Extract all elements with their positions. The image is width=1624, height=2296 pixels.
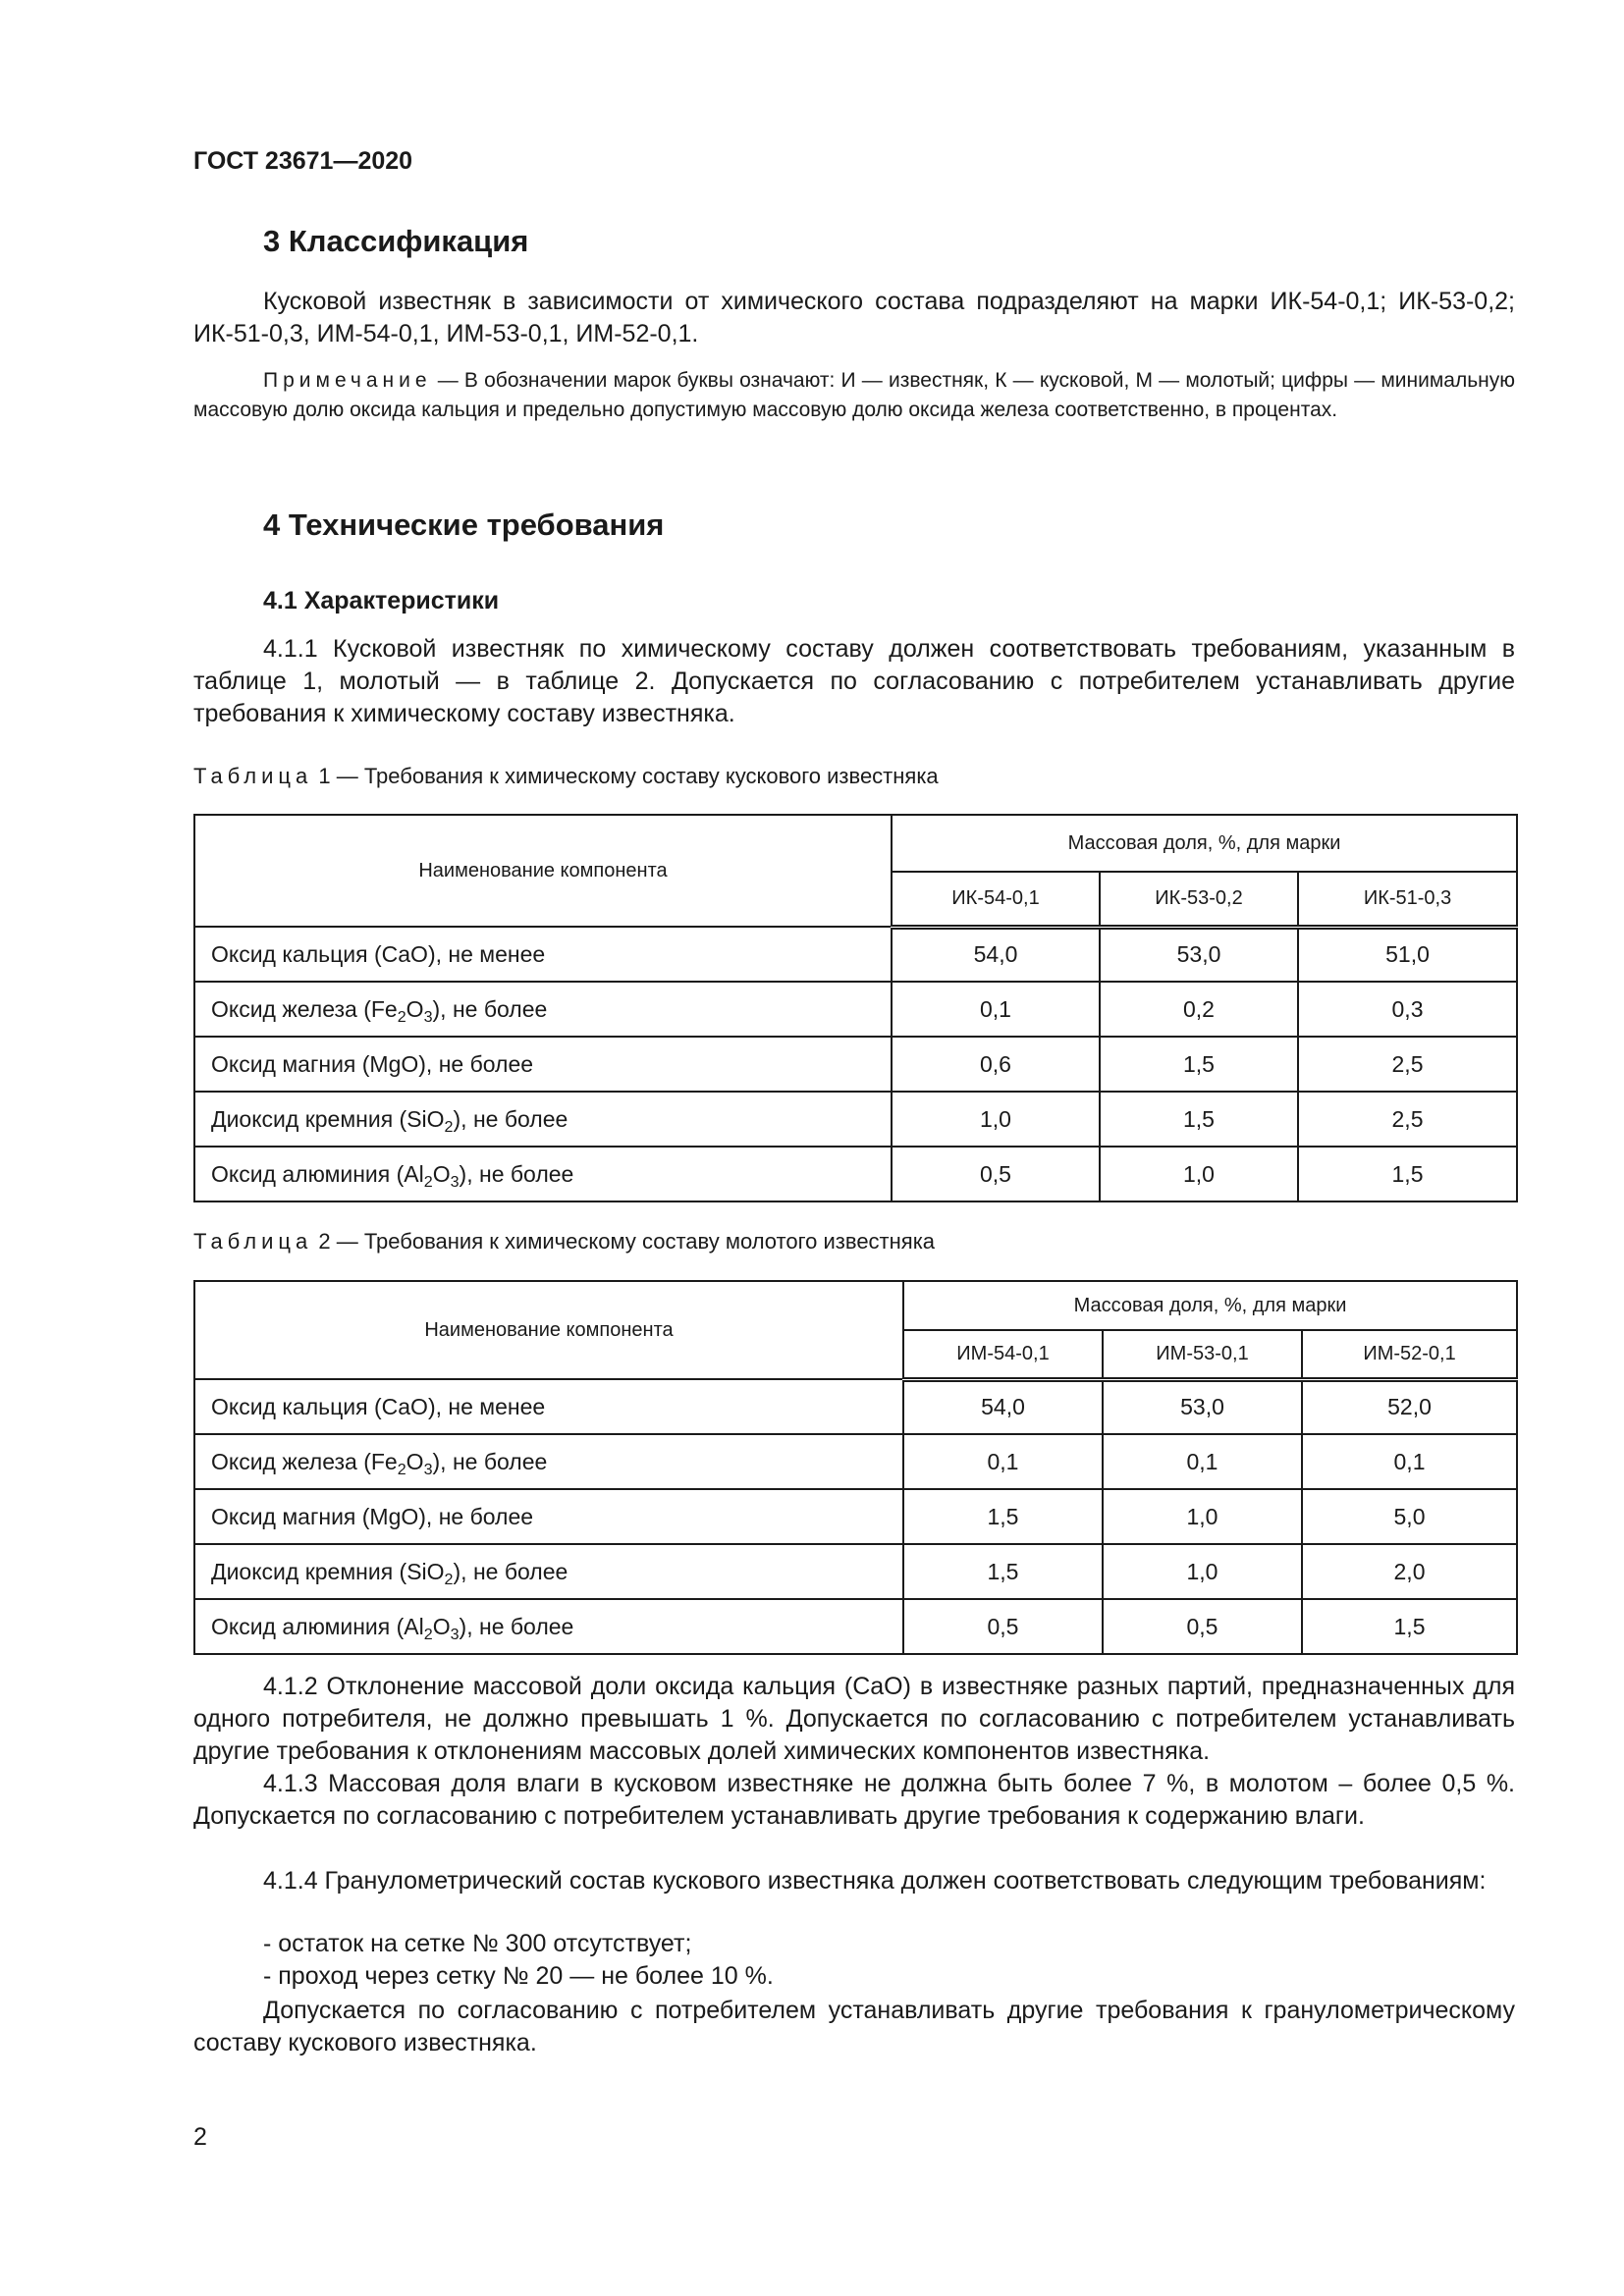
cell-value: 1,5 xyxy=(1302,1599,1517,1654)
table-2-grade: ИМ-53-0,1 xyxy=(1103,1330,1302,1379)
cell-value: 1,5 xyxy=(903,1489,1103,1544)
list-item: - проход через сетку № 20 — не более 10 %. xyxy=(263,1962,774,1990)
cell-value: 0,2 xyxy=(1100,982,1298,1037)
table-1-header-group: Массовая доля, %, для марки xyxy=(892,815,1517,872)
component-name: Оксид алюминия $(Al_2O_3)$, не более xyxy=(194,1599,903,1654)
cell-value: 1,5 xyxy=(903,1544,1103,1599)
table-1-header-name: Наименование компонента xyxy=(194,815,892,927)
table-row xyxy=(194,982,1517,1037)
table-2-grade: ИМ-54-0,1 xyxy=(903,1330,1103,1379)
paragraph-4-1-2: 4.1.2 Отклонение массовой доли оксида кальция (CaO) в известняке разных партий, предназначенных для одного потребителя, не должно превышать 1 %. Допускается по согласованию с потребителем устанавливать другие требования к отклонениям массовых долей химических компонентов известняка. xyxy=(193,1673,1515,1765)
cell-value: 2,0 xyxy=(1302,1544,1517,1599)
cell-value: 1,5 xyxy=(1100,1037,1298,1092)
component-name: Диоксид кремния (SiO$_2$), не более xyxy=(194,1544,903,1599)
page-number: 2 xyxy=(193,2123,207,2151)
table-row xyxy=(194,927,1517,982)
cell-value: 0,6 xyxy=(892,1037,1100,1092)
section-3-note xyxy=(193,366,1515,425)
table-1 xyxy=(193,814,1518,1202)
cell-value: 0,1 xyxy=(1103,1434,1302,1489)
cell-value: 2,5 xyxy=(1298,1092,1517,1147)
table-row xyxy=(194,1147,1517,1201)
table-1-caption xyxy=(193,764,939,789)
table-row xyxy=(194,1092,1517,1147)
paragraph-4-1-3: 4.1.3 Массовая доля влаги в кусковом известняке не должна быть более 7 %, в молотом – более 0,5 %. Допускается по согласованию с потребителем устанавливать другие требования к содержанию влаги. xyxy=(193,1770,1515,1830)
section-4-title: 4 Технические требования xyxy=(263,507,665,542)
table-2-header-name: Наименование компонента xyxy=(194,1281,903,1379)
paragraph-4-1-4-allowance: Допускается по согласованию с потребителем устанавливать другие требования к гранулометрическому составу кускового известняка. xyxy=(193,1997,1515,2056)
component-name: Оксид кальция (CaO), не менее xyxy=(194,927,892,982)
table-2-caption xyxy=(193,1229,935,1255)
cell-value: 1,0 xyxy=(1103,1489,1302,1544)
cell-value: 1,5 xyxy=(1100,1092,1298,1147)
component-name: Оксид кальция (CaO), не менее xyxy=(194,1379,903,1434)
cell-value: 51,0 xyxy=(1298,927,1517,982)
component-name: Оксид магния (MgO), не более xyxy=(194,1489,903,1544)
cell-value: 1,0 xyxy=(1103,1544,1302,1599)
component-name: Оксид железа $(Fe_2O_3)$, не более xyxy=(194,1434,903,1489)
cell-value: 1,5 xyxy=(1298,1147,1517,1201)
cell-value: 5,0 xyxy=(1302,1489,1517,1544)
table-1-grade: ИК-54-0,1 xyxy=(892,872,1100,927)
table-2-caption-text: 2 — Требования к химическому составу молотого известняка xyxy=(312,1229,936,1254)
cell-value: 52,0 xyxy=(1302,1379,1517,1434)
table-row xyxy=(194,1489,1517,1544)
cell-value: 53,0 xyxy=(1100,927,1298,982)
component-name: Оксид алюминия $(Al_2O_3)$, не более xyxy=(194,1147,892,1201)
cell-value: 54,0 xyxy=(903,1379,1103,1434)
component-name: Диоксид кремния (SiO$_2$), не более xyxy=(194,1092,892,1147)
cell-value: 54,0 xyxy=(892,927,1100,982)
cell-value: 0,5 xyxy=(892,1147,1100,1201)
table-row xyxy=(194,1434,1517,1489)
paragraph-4-1-1: 4.1.1 Кусковой известняк по химическому составу должен соответствовать требованиям, указанным в таблице 1, молотый — в таблице 2. Допускается по согласованию с потребителем устанавливать другие требования к химическому составу известняка. xyxy=(193,635,1515,727)
cell-value: 1,0 xyxy=(1100,1147,1298,1201)
cell-value: 0,1 xyxy=(903,1434,1103,1489)
cell-value: 0,1 xyxy=(892,982,1100,1037)
section-4-1-title: 4.1 Характеристики xyxy=(263,587,500,614)
table-row xyxy=(194,1037,1517,1092)
note-label: Примечание xyxy=(263,369,432,392)
cell-value: 0,1 xyxy=(1302,1434,1517,1489)
cell-value: 0,5 xyxy=(903,1599,1103,1654)
table-1-grade: ИК-53-0,2 xyxy=(1100,872,1298,927)
table-2-grade: ИМ-52-0,1 xyxy=(1302,1330,1517,1379)
note-text: — В обозначении марок буквы означают: И — известняк, К — кусковой, М — молотый; цифры — минимальную массовую долю оксида кальция и предельно допустимую массовую долю оксида железа соответственно, в процентах. xyxy=(193,369,1515,421)
paragraph-4-1-4: 4.1.4 Гранулометрический состав кускового известняка должен соответствовать следующим требованиям: xyxy=(263,1867,1487,1895)
table-row xyxy=(194,1544,1517,1599)
table-1-label: Таблица xyxy=(193,764,313,788)
cell-value: 1,0 xyxy=(892,1092,1100,1147)
table-1-grade: ИК-51-0,3 xyxy=(1298,872,1517,927)
table-2-header-group: Массовая доля, %, для марки xyxy=(903,1281,1517,1330)
section-3-title: 3 Классификация xyxy=(263,224,529,258)
cell-value: 0,5 xyxy=(1103,1599,1302,1654)
component-name: Оксид магния (MgO), не более xyxy=(194,1037,892,1092)
document-code: ГОСТ 23671—2020 xyxy=(193,147,413,175)
cell-value: 53,0 xyxy=(1103,1379,1302,1434)
table-1-caption-text: 1 — Требования к химическому составу кускового известняка xyxy=(312,764,939,788)
cell-value: 2,5 xyxy=(1298,1037,1517,1092)
section-3-paragraph: Кусковой известняк в зависимости от химического состава подразделяют на марки ИК-54-0,1; ИК-53-0,2; ИК-51-0,3, ИМ-54-0,1, ИМ-53-0,1, ИМ-52-0,1. xyxy=(193,288,1515,347)
table-2 xyxy=(193,1280,1518,1655)
table-2-label: Таблица xyxy=(193,1229,313,1254)
table-row xyxy=(194,1379,1517,1434)
cell-value: 0,3 xyxy=(1298,982,1517,1037)
component-name: Оксид железа $(Fe_2O_3)$, не более xyxy=(194,982,892,1037)
table-row xyxy=(194,1599,1517,1654)
list-item: - остаток на сетке № 300 отсутствует; xyxy=(263,1930,692,1957)
